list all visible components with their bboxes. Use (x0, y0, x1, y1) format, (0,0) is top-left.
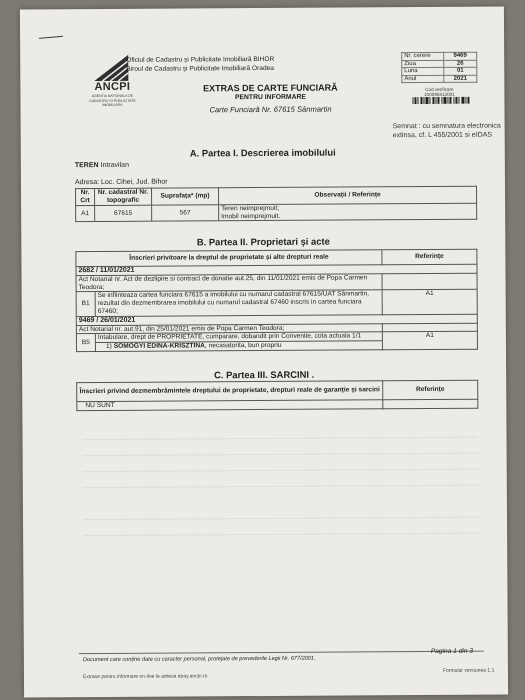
ref-label: Luna (402, 68, 444, 76)
barcode-icon (412, 97, 470, 104)
show-through-line (83, 453, 478, 456)
table-row (77, 399, 478, 410)
ref-label: Ziua (402, 60, 444, 68)
ref-row (402, 75, 477, 83)
owner-suffix: , necasatorita, bun propriu (204, 342, 282, 350)
footer-divider (79, 651, 484, 654)
document-subtitle: PENTRU INFORMARE (234, 93, 306, 102)
entry-2-code: B5 (76, 334, 95, 352)
entry-1-text: Se infiinteaza cartea funciara 67615 a imobilului cu numarul cadastral 67615/UAT Sânmartin, rezultat din dezmembrarea imobilului cu numarul cadastral 67460 inscris in cartea funciara 67460; (95, 290, 382, 316)
table-header-row (77, 380, 478, 401)
office-line-2: Biroul de Cadastru și Publicitate Imobiliară Oradea (126, 64, 274, 73)
page-number: Pagina 1 din 3 (430, 647, 474, 655)
signature-note: Semnat : cu semnatura electronica extinsa, cf. L 455/2001 si eIDAS (392, 122, 501, 139)
part-a-title: A. Partea I. Descrierea imobilului (189, 146, 336, 159)
entry-2-body (95, 332, 382, 351)
part-b-title: B. Partea II. Proprietari și acte (196, 235, 330, 248)
ref-value: 01 (444, 67, 477, 75)
teren-value: Intravilan (100, 161, 129, 169)
footer-left: Extrase pentru informare on-line la adresa epay.ancpi.ro (82, 673, 208, 681)
verification-code (401, 87, 477, 97)
reference-box (401, 52, 477, 84)
owner-number: 1) (105, 343, 112, 351)
footer-right: Formular versiunea 1.1 (442, 667, 495, 674)
table-row (76, 332, 477, 352)
show-through-line (83, 485, 478, 488)
table-row (76, 290, 477, 317)
entry-2-act: Act Notarial nr. aut.91, din 25/01/2021 emis de Popa Carmen Teodora; (76, 323, 382, 334)
show-through-line (83, 533, 478, 536)
owner-name: SOMOGYI EDINA-KRISZTINA (113, 342, 205, 351)
part-c-title: C. Partea III. SARCINI . (214, 368, 315, 381)
cell-suprafata: 567 (152, 205, 219, 221)
obs-line: Teren neimprejmuit; (221, 204, 280, 213)
obs-line: Imobil neimprejmuit. (221, 212, 281, 220)
entry-1-act: Act Notarial nr. Act de dezlipire si contract de donatie aut.25, din 11/01/2021 emis de Popa Carmen Teodora; (76, 274, 382, 292)
show-through-line (83, 469, 478, 472)
teren-label: TEREN (74, 162, 99, 170)
logo-name: ANCPI (94, 80, 131, 94)
entry-2-head: 9469 / 26/01/2021 (76, 314, 477, 325)
ref-label: Nr. cerere (402, 52, 444, 60)
entry-1-act-ref (382, 273, 477, 290)
cod-value: 100095913001 (424, 91, 455, 98)
col-suprafata: Suprafața* (mp) (151, 188, 218, 205)
document-title: EXTRAS DE CARTE FUNCIARĂ (203, 82, 338, 94)
carte-funciara-number: Carte Funciară Nr. 67615 Sânmartin (209, 104, 332, 115)
col-inscrieri-sarcini: Înscrieri privind dezmembrămintele dreptului de proprietate, drepturi reale de garanție și sarcini (77, 381, 383, 402)
table-row (76, 203, 477, 221)
teren-line (75, 162, 129, 169)
col-inscrieri: Înscrieri privitoare la dreptul de proprietate și alte drepturi reale (76, 250, 382, 267)
cell-crt: A1 (76, 206, 95, 222)
col-referinte: Referințe (382, 249, 477, 265)
sarcini-ref (383, 399, 478, 409)
sarcini-table (76, 380, 478, 411)
show-through-line (83, 517, 478, 520)
show-through-line (83, 437, 478, 440)
sarcini-value: NU SUNT (77, 400, 383, 411)
entry-2-ref: A1 (382, 332, 477, 350)
owner-line (96, 340, 382, 351)
entry-1-head: 2682 / 11/01/2021 (76, 264, 477, 275)
entry-1-code: B1 (76, 292, 95, 317)
ref-value: 9469 (444, 52, 477, 60)
office-line-1: Oficiul de Cadastru și Publicitate Imobiliară BIHOR (126, 55, 275, 64)
ref-label: Anul (402, 75, 444, 83)
document-page (20, 7, 508, 698)
col-observatii: Observații / Referințe (218, 186, 476, 205)
proprietari-table (75, 249, 478, 352)
entry-2-text: Intabulare, drept de PROPRIETATE, cumparare, dobandit prin Conventie, cota actuala 1/1 (97, 332, 362, 342)
imobil-table (75, 186, 477, 222)
logo-subtext: AGENTIA NATIONALA DE CADASTRU SI PUBLICITATE IMOBILIARA (89, 93, 136, 107)
office-info (126, 55, 274, 74)
ref-value: 26 (444, 60, 477, 68)
cod-label: Cod verificare (425, 86, 454, 93)
footer-note: Document care conține date cu caracter personal, protejate de prevederile Legii Nr. 677/2001. (82, 655, 316, 664)
ref-value: 2021 (444, 75, 477, 83)
pen-mark (38, 35, 64, 39)
col-nr-crt: Nr. Crt (75, 189, 94, 206)
entry-1-ref: A1 (382, 290, 477, 315)
col-nr-cadastral: Nr. cadastral Nr. topografic (94, 188, 151, 205)
col-referinte-sarcini: Referințe (383, 380, 478, 400)
cell-cadastral: 67615 (95, 205, 152, 221)
adresa: Adresa: Loc. Cihei, Jud. Bihor (74, 178, 168, 187)
cell-observatii (219, 203, 477, 221)
